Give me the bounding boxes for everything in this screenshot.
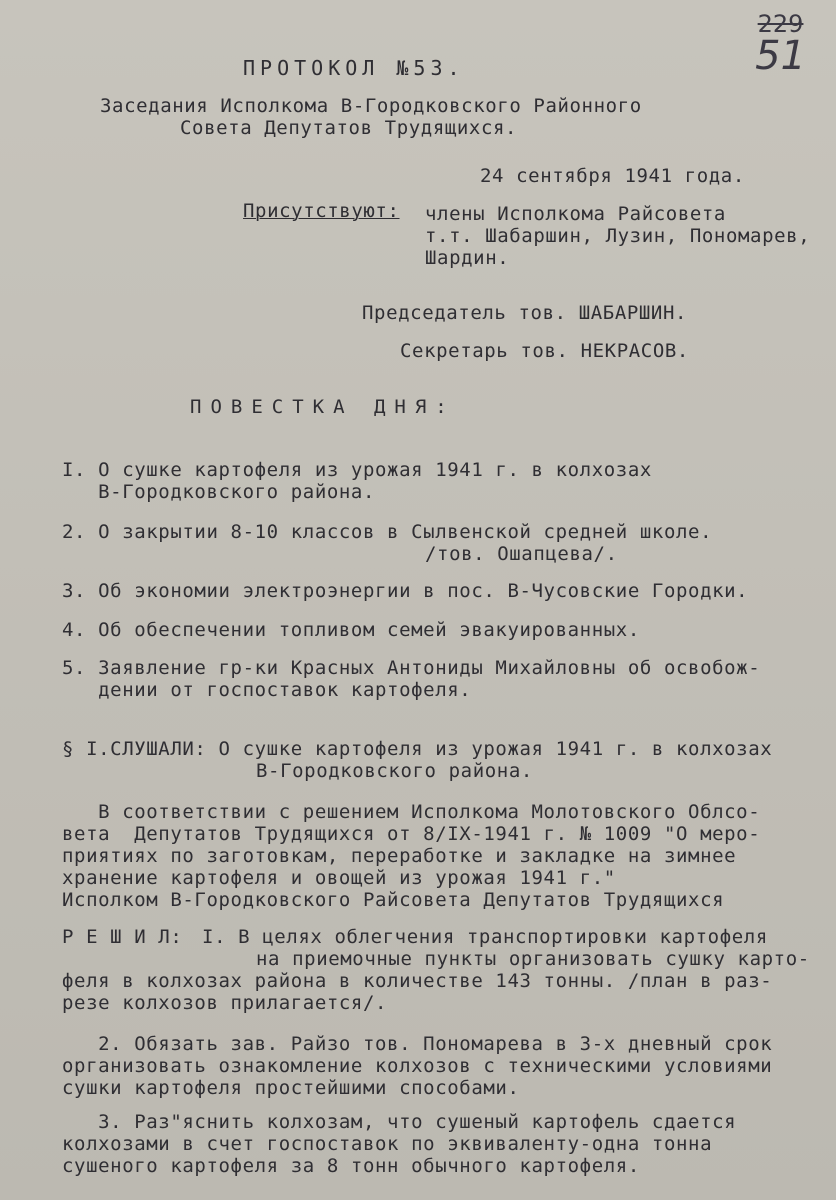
point-2-line-1: 2. Обязать зав. Райзо тов. Пономарева в 3-х дневный срок: [62, 1033, 773, 1055]
heard-line-1: § I.СЛУШАЛИ: О сушке картофеля из урожая 1941 г. в колхозах: [62, 738, 773, 760]
decided-label: Р Е Ш И Л:: [62, 926, 183, 948]
body-line-1: В соответствии с решением Исполкома Молотовского Облсо-: [62, 801, 761, 823]
agenda-item-2: 2. О закрытии 8-10 классов в Сылвенской средней школе.: [62, 521, 713, 543]
subtitle-line-1: Заседания Исполкома В-Городковского Районного: [100, 95, 642, 117]
point-3-line-2: колхозами в счет госпоставок по эквиваленту-одна тонна: [62, 1133, 713, 1155]
heard-line-2: В-Городковского района.: [256, 760, 533, 782]
point-3-line-1: 3. Раз"яснить колхозам, что сушеный картофель сдается: [62, 1111, 737, 1133]
agenda-item-5: 5. Заявление гр-ки Красных Антониды Михайловны об освобож-: [62, 657, 761, 679]
decided-line-3: феля в колхозах района в количестве 143 тонны. /план в раз-: [62, 970, 773, 992]
agenda-item-1: I. О сушке картофеля из урожая 1941 г. в колхозах: [62, 459, 652, 481]
decided-line-1: I. В целях облегчения транспортировки картофеля: [190, 926, 768, 948]
point-2-line-2: организовать ознакомление колхозов с техническими условиями: [62, 1055, 773, 1077]
protocol-date: 24 сентября 1941 года.: [480, 165, 745, 187]
subtitle-line-2: Совета Депутатов Трудящихся.: [180, 117, 518, 139]
attendance-line-2: т.т. Шабаршин, Лузин, Пономарев,: [425, 225, 811, 247]
point-3-line-3: сушеного картофеля за 8 тонн обычного картофеля.: [62, 1155, 640, 1177]
agenda-item-4: 4. Об обеспечении топливом семей эвакуированных.: [62, 619, 640, 641]
decided-line-4: резе колхозов прилагается/.: [62, 992, 388, 1014]
decided-line-2: на приемочные пункты организовать сушку карто-: [256, 948, 810, 970]
archive-new-number: 51: [755, 33, 806, 79]
attendance-line-3: Шардин.: [425, 247, 510, 269]
archive-old-number: 229: [757, 10, 804, 38]
agenda-item-5-cont: дении от госпоставок картофеля.: [62, 679, 472, 701]
agenda-item-2-cont: /тов. Ошапцева/.: [425, 543, 618, 565]
body-line-5: Исполком В-Городковского Райсовета Депутатов Трудящихся: [62, 889, 725, 911]
body-line-3: приятиях по заготовкам, переработке и закладке на зимнее: [62, 845, 737, 867]
protocol-title: ПРОТОКОЛ №53.: [243, 56, 465, 80]
agenda-heading: ПОВЕСТКА ДНЯ:: [190, 396, 456, 418]
attendance-line-1: члены Исполкома Райсовета: [425, 203, 726, 225]
chairman-line: Председатель тов. ШАБАРШИН.: [362, 302, 688, 324]
body-line-2: вета Депутатов Трудящихся от 8/IX-1941 г. № 1009 "О меро-: [62, 823, 761, 845]
secretary-line: Секретарь тов. НЕКРАСОВ.: [400, 340, 689, 362]
agenda-item-3: 3. Об экономии электроэнергии в пос. В-Чусовские Городки.: [62, 580, 749, 602]
attendance-label: Присутствуют:: [243, 200, 400, 222]
agenda-item-1-cont: В-Городковского района.: [62, 481, 376, 503]
archive-sheet-number: [755, 10, 806, 79]
body-line-4: хранение картофеля и овощей из урожая 1941 г.": [62, 867, 616, 889]
point-2-line-3: сушки картофеля простейшими способами.: [62, 1077, 520, 1099]
